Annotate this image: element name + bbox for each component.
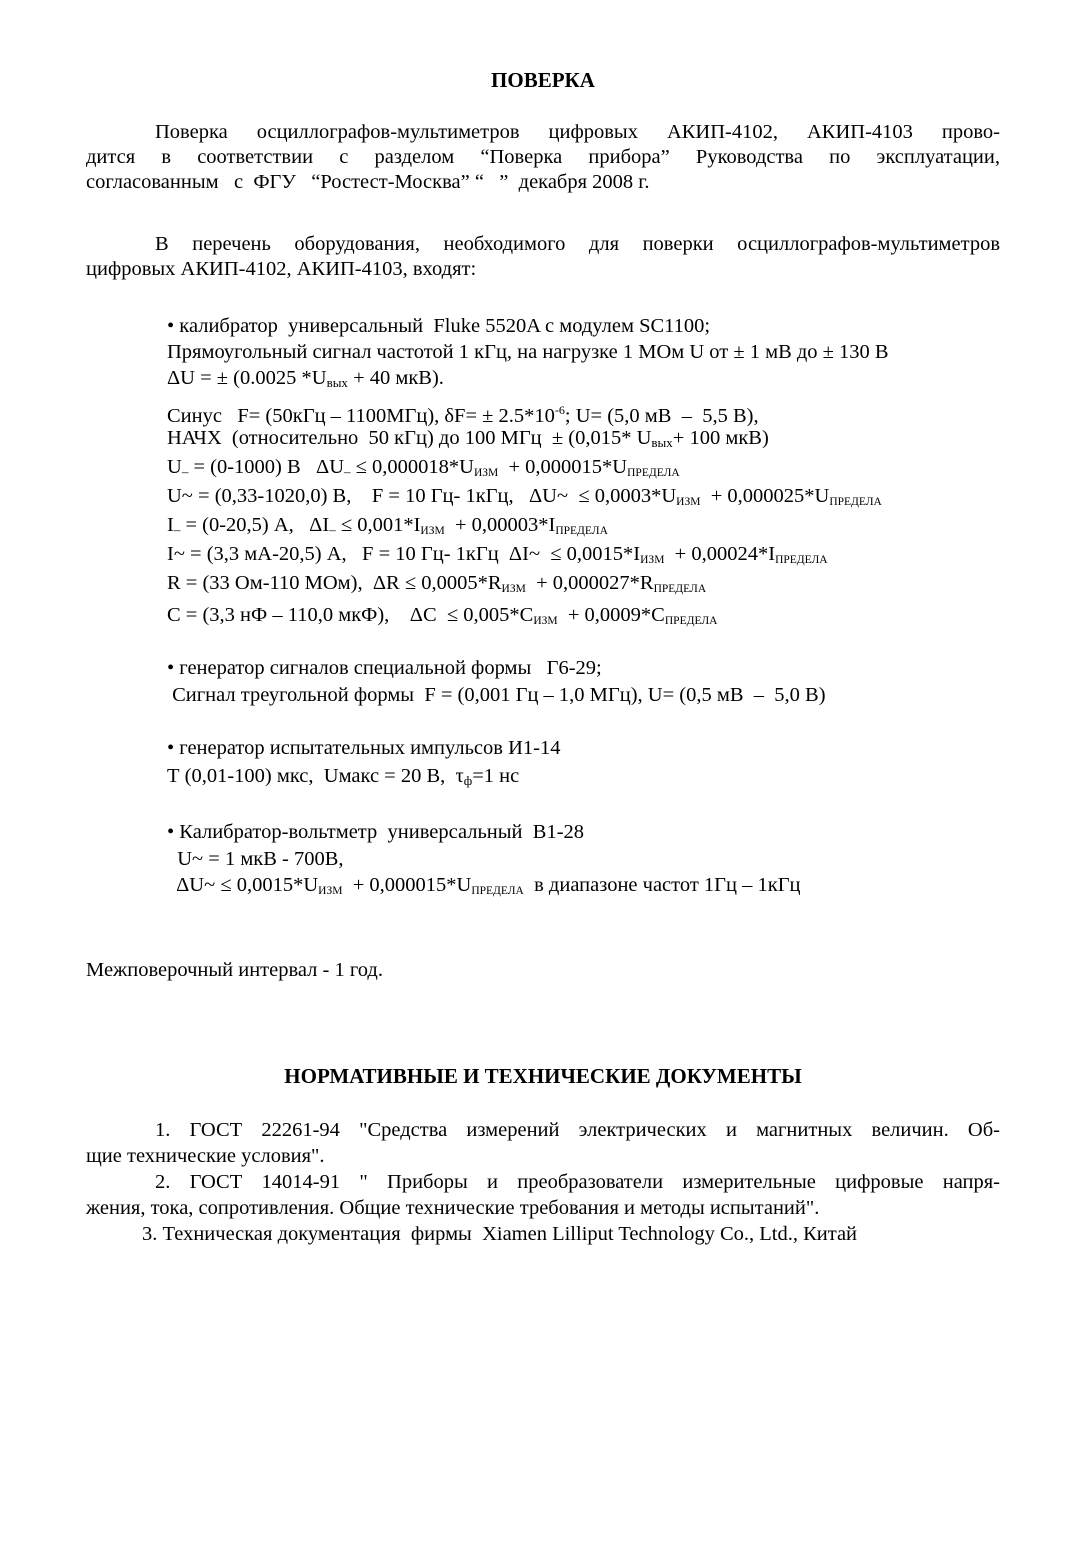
equipment-name: • калибратор универсальный Fluke 5520A с модулем SC1100;: [167, 315, 711, 337]
equipment-intro-line-1: В перечень оборудования, необходимого для поверки осциллографов-мультиметров: [155, 233, 1000, 255]
equipment-name: • Калибратор-вольтметр универсальный В1-28: [167, 821, 585, 843]
spec-line: U~ = 1 мкВ - 700В,: [167, 848, 344, 870]
section-title-normative-documents: НОРМАТИВНЫЕ И ТЕХНИЧЕСКИЕ ДОКУМЕНТЫ: [284, 1064, 802, 1088]
spec-line: ΔU~ ≤ 0,0015*UИЗМ + 0,000015*UПРЕДЕЛА в диапазоне частот 1Гц – 1кГц: [167, 874, 801, 897]
spec-line: Сигнал треугольной формы F = (0,001 Гц – 1,0 МГц), U= (0,5 мВ – 5,0 В): [167, 684, 826, 706]
spec-line: $I_- = (0-20,5)$ А, $\Delta I_-$ ≤ 0,001*IИЗМ + 0,00003*IПРЕДЕЛА: [167, 514, 608, 537]
spec-line: R = (33 Ом-110 МОм), ΔR ≤ 0,0005*RИЗМ + 0,000027*RПРЕДЕЛА: [167, 572, 707, 595]
spec-line: U~ = (0,33-1020,0) В, F = 10 Гц- 1кГц, ΔU~ ≤ 0,0003*UИЗМ + 0,000025*UПРЕДЕЛА: [167, 485, 882, 508]
spec-line: I~ = (3,3 мА-20,5) А, F = 10 Гц- 1кГц ΔI~ ≤ 0,0015*IИЗМ + 0,00024*IПРЕДЕЛА: [167, 543, 828, 566]
section-title-verification: ПОВЕРКА: [491, 68, 595, 92]
spec-line: Синус F= (50кГц – 1100МГц), $\delta F= \pm 2.5*10^{-6}$; U= (5,0 мВ – 5,5 В),: [167, 403, 759, 427]
spec-line: Т (0,01-100) мкс, Uмакс = 20 В, $\tau_ф=1$ нс: [167, 765, 520, 788]
intro-line-1: Поверка осциллографов-мультиметров цифровых АКИП-4102, АКИП-4103 прово-: [155, 121, 1000, 143]
intro-line-2: дится в соответствии с разделом “Поверка прибора” Руководства по эксплуатации,: [86, 146, 1000, 168]
document-line: 1. ГОСТ 22261-94 "Средства измерений электрических и магнитных величин. Об-: [155, 1119, 1000, 1141]
equipment-name: • генератор испытательных импульсов И1-14: [167, 737, 561, 759]
spec-line: ΔU = ± (0.0025 $*U_{вых} + 40$ мкВ).: [167, 367, 444, 390]
equipment-intro-line-2: цифровых АКИП-4102, АКИП-4103, входят:: [86, 258, 477, 280]
intro-line-3: согласованным с ФГУ “Ростест-Москва” “ ” декабря 2008 г.: [86, 171, 650, 193]
spec-line: C = (3,3 нФ – 110,0 мкФ), ΔC ≤ 0,005*CИЗМ + 0,0009*CПРЕДЕЛА: [167, 604, 718, 627]
document-line: щие технические условия".: [86, 1145, 325, 1167]
verification-interval: Межповерочный интервал - 1 год.: [86, 959, 383, 981]
document-line: 3. Техническая документация фирмы Xiamen Lilliput Technology Co., Ltd., Китай: [142, 1223, 858, 1245]
spec-line: НАЧХ (относительно 50 кГц) до 100 МГц ± (0,015* $U_{вых}+ 100$ мкВ): [167, 427, 769, 450]
equipment-name: • генератор сигналов специальной формы Г6-29;: [167, 657, 602, 679]
document-line: жения, тока, сопротивления. Общие технические требования и методы испытаний".: [86, 1197, 820, 1219]
document-line: 2. ГОСТ 14014-91 " Приборы и преобразователи измерительные цифровые напря-: [155, 1171, 1000, 1193]
spec-line: Прямоугольный сигнал частотой 1 кГц, на нагрузке 1 МОм U от ± 1 мВ до ± 130 В: [167, 341, 889, 363]
spec-line: $U_- = (0-1000)$ В $\Delta U_-$ ≤ 0,000018*UИЗМ + 0,000015*UПРЕДЕЛА: [167, 456, 680, 479]
